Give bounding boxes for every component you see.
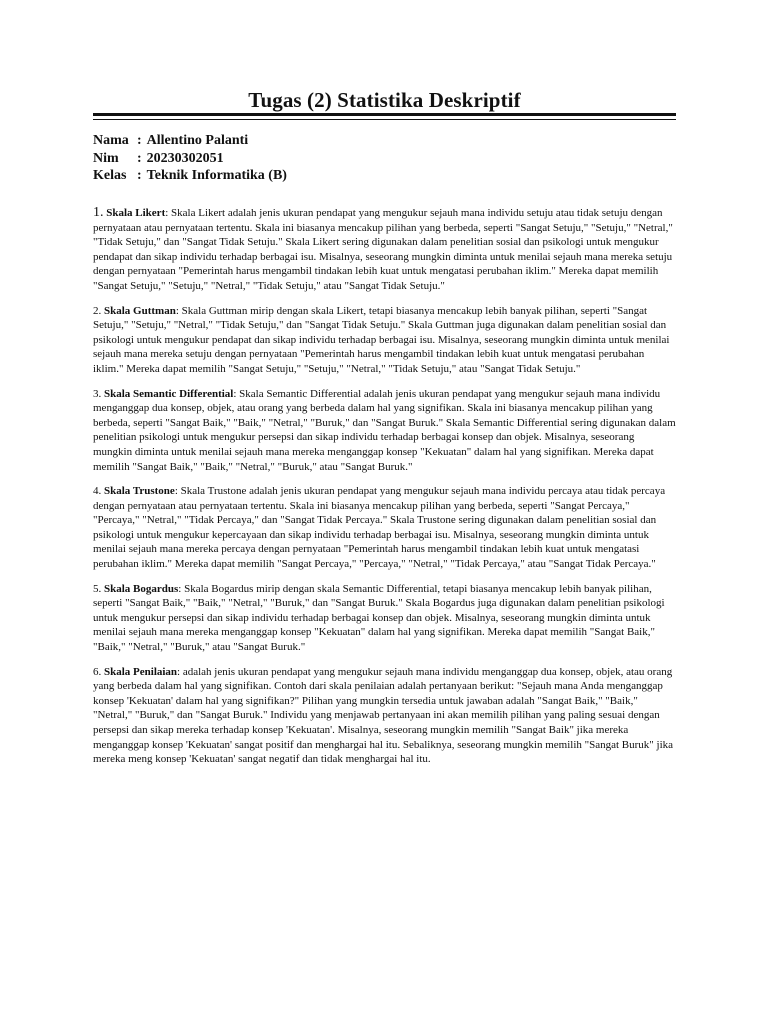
student-class-row	[93, 167, 287, 185]
item-term: Skala Trustone	[104, 485, 175, 498]
student-name-value: Allentino Palanti	[146, 133, 249, 148]
paragraph-bogardus	[93, 582, 676, 655]
item-term: Skala Semantic Differential	[104, 387, 234, 400]
item-text: : adalah jenis ukuran pendapat yang mengukur sejauh mana individu menganggap dua konsep, objek, atau orang yang berbeda dalam hal yang signifikan. Contoh dari skala penilaian adalah pertanyaan berikut: "Sejauh mana Anda menganggap konsep 'Kekuatan' dalam hal yang signifikan?" Pilihan yang mungkin tersedia untuk jawaban adalah "Sangat Baik," "Baik," "Netral," "Buruk," dan "Sangat Buruk." Individu yang menjawab pertanyaan ini akan memilih pilihan yang paling sesuai dengan persepsi dan sikap mereka terhadap konsep 'Kekuatan'. Misalnya, seseorang mungkin memilih "Sangat Baik" jika mereka menganggap konsep 'Kekuatan' sangat positif dan menghargai hal itu. Sebaliknya, seseorang mungkin memilih "Sangat Buruk" jika mereka meng konsep 'Kekuatan' sangat negatif dan tidak menghargai hal itu.	[93, 665, 674, 766]
item-number: 6.	[93, 665, 102, 678]
item-number: 4.	[93, 485, 102, 498]
paragraph-guttman	[93, 304, 676, 377]
item-term: Skala Likert	[106, 207, 166, 219]
student-nim-value: 20230302051	[146, 150, 224, 166]
student-name-sep: :	[137, 133, 142, 148]
title-rule-thick	[93, 113, 676, 116]
student-name-label: Nama	[93, 133, 129, 148]
item-number: 2.	[93, 304, 102, 317]
student-name-row	[93, 132, 287, 150]
item-text: : Skala Trustone adalah jenis ukuran pendapat yang mengukur sejauh mana individu percaya atau tidak percaya dengan pernyataan atau pernyataan tertentu. Skala ini biasanya mencakup pilihan yang berbeda, seperti "Sangat Percaya," "Percaya," "Netral," "Tidak Percaya," dan "Sangat Tidak Percaya." Skala Trustone sering digunakan dalam penelitian sosial dan psikologi untuk mengukur kepercayaan dan sikap individu terhadap berbagai isu. Misalnya, seseorang mungkin diminta untuk menilai sejauh mana mereka percaya dengan pernyataan "Pemerintah harus mengambil tindakan lebih kuat untuk mengatasi perubahan iklim." Mereka dapat memilih "Sangat Percaya," "Percaya," "Netral," "Tidak Percaya," atau "Sangat Tidak Percaya."	[93, 485, 666, 571]
title-rule-thin	[93, 119, 676, 120]
student-info	[93, 132, 287, 185]
document-body	[93, 206, 676, 777]
student-class-label: Kelas	[93, 168, 127, 183]
item-number: 3.	[93, 387, 102, 400]
student-nim-label: Nim	[93, 150, 119, 166]
item-text: : Skala Semantic Differential adalah jenis ukuran pendapat yang mengukur sejauh mana individu menganggap dua konsep, objek, atau orang yang berbeda dalam hal yang signifikan. Skala ini biasanya mencakup pilihan yang berbeda, seperti "Sangat Baik," "Baik," "Netral," "Buruk," dan "Sangat Buruk." Skala Semantic Differential sering digunakan dalam penelitian psikologi untuk mengukur persepsi dan sikap individu terhadap berbagai konsep dan objek. Misalnya, seseorang mungkin diminta untuk menilai sejauh mana mereka menganggap konsep "Kekuatan" dalam hal yang signifikan. Mereka dapat memilih "Sangat Baik," "Baik," "Netral," "Buruk," atau "Sangat Buruk."	[93, 387, 676, 473]
student-nim-row	[93, 150, 287, 168]
student-class-value: Teknik Informatika (B)	[146, 168, 287, 183]
item-term: Skala Bogardus	[104, 582, 179, 595]
item-text: : Skala Guttman mirip dengan skala Likert, tetapi biasanya mencakup lebih banyak pilihan, seperti "Sangat Setuju," "Setuju," "Netral," "Tidak Setuju," dan "Sangat Tidak Setuju." Skala Guttman juga digunakan dalam penelitian sosial dan psikologi untuk mengukur pendapat dan sikap individu terhadap berbagai isu. Misalnya, seseorang mungkin diminta untuk menilai sejauh mana mereka setuju dengan pernyataan "Pemerintah harus mengambil tindakan lebih kuat untuk mengatasi perubahan iklim." Mereka dapat memilih "Sangat Setuju," "Setuju," "Netral," "Tidak Setuju," atau "Sangat Tidak Setuju."	[93, 304, 670, 375]
paragraph-likert	[93, 206, 676, 294]
item-term: Skala Penilaian	[104, 665, 178, 678]
item-text: : Skala Likert adalah jenis ukuran pendapat yang mengukur sejauh mana individu setuju atau tidak setuju dengan pernyataan atau pernyataan tertentu. Skala ini biasanya mencakup pilihan yang berbeda, seperti "Sangat Setuju," "Setuju," "Netral," "Tidak Setuju," dan "Sangat Tidak Setuju." Skala Likert sering digunakan dalam penelitian sosial dan psikologi untuk mengukur pendapat dan sikap individu terhadap berbagai isu. Misalnya, seseorang mungkin diminta untuk menilai sejauh mana mereka setuju dengan pernyataan "Pemerintah harus mengambil tindakan lebih kuat untuk mengatasi perubahan iklim." Mereka dapat memilih "Sangat Setuju," "Setuju," "Netral," "Tidak Setuju," atau "Sangat Tidak Setuju."	[93, 207, 673, 292]
document-title: Tugas (2) Statistika Deskriptif	[248, 88, 521, 112]
paragraph-trustone	[93, 484, 676, 572]
item-term: Skala Guttman	[104, 304, 176, 317]
paragraph-penilaian	[93, 665, 676, 767]
item-number: 5.	[93, 582, 102, 595]
student-class-sep: :	[137, 168, 142, 183]
paragraph-semantic-differential	[93, 387, 676, 475]
item-text: : Skala Bogardus mirip dengan skala Semantic Differential, tetapi biasanya mencakup lebih banyak pilihan, seperti "Sangat Baik," "Baik," "Netral," "Buruk," dan "Sangat Buruk." Skala Bogardus juga digunakan dalam penelitian psikologi untuk mengukur persepsi dan sikap individu terhadap berbagai konsep dan objek. Misalnya, seseorang mungkin diminta untuk menilai sejauh mana mereka menganggap konsep "Kekuatan" dalam hal yang signifikan. Mereka dapat memilih "Sangat Baik," "Baik," "Netral," "Buruk," atau "Sangat Buruk."	[93, 582, 665, 654]
student-nim-sep: :	[137, 150, 142, 166]
item-number: 1.	[93, 205, 104, 220]
